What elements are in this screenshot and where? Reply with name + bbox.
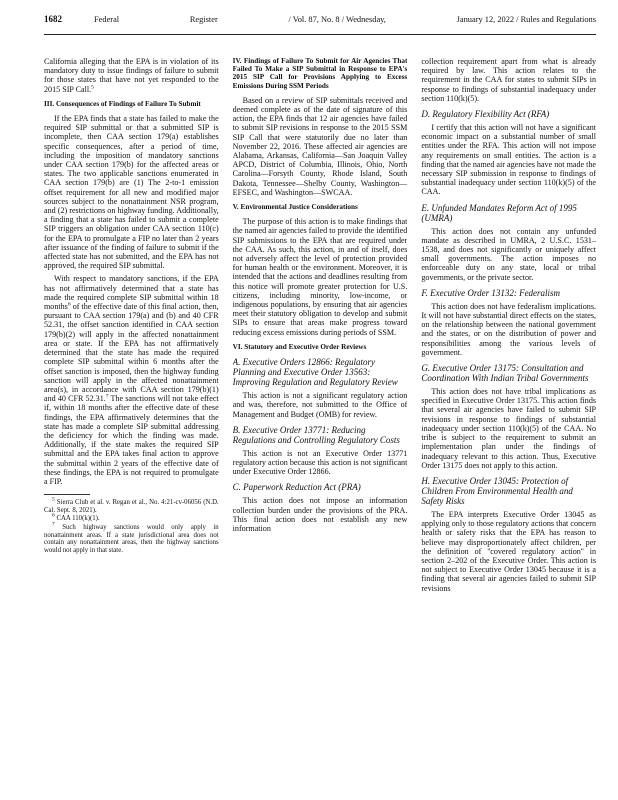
register-name: Register: [189, 15, 218, 24]
section-heading: VI. Statutory and Executive Order Reviews: [232, 342, 367, 351]
footnote: $^5$ Sierra Club et al. v. Regan et al., No. 4:21-cv-06056 (N.D. Cal. Sept. 8, 2021).: [44, 496, 219, 514]
paragraph: California alleging that the EPA is in violation of its mandatory duty to issue findings of failure to submit for those states that have not yet responded to the 2015 SIP Call.$^5$: [44, 57, 219, 94]
paragraph: The EPA interprets Executive Order 13045 as applying only to those regulatory actions that concern health or safety risks that the EPA has reason to believe may disproportionately affect children, per the definition of ''covered regulatory action'' in section 2–202 of the Executive Order. This action is not subject to Executive Order 13045 because it is a finding that several air agencies failed to submit SIP revisions: [421, 509, 597, 593]
publication-name: Federal: [94, 15, 120, 24]
header-rule: [44, 34, 596, 35]
section-heading: III. Consequences of Findings of Failure To Submit: [44, 99, 201, 108]
footnote-ref: 6: [67, 301, 71, 308]
page-number: 1682: [44, 14, 62, 24]
page-header: [44, 14, 596, 28]
paragraph: I certify that this action will not have a significant economic impact on a substantial number of small entities under the RFA. This action will not impose any requirements on small entities. The action is a finding that the named air agencies have not made the necessary SIP submission in response to findings of substantial inadequacy under section 110(k)(5) of the CAA.: [421, 123, 597, 197]
subsection-heading: B. Executive Order 13771: Reducing Regulations and Controlling Regulatory Costs: [232, 424, 400, 445]
publication-line: [62, 15, 596, 24]
footnote: $^6$ CAA 110(k)(1).: [52, 513, 100, 523]
paragraph: This action does not impose an information collection burden under the provisions of the PRA. This final action does not establish any new information: [232, 496, 408, 533]
footnote: $^7$ Such highway sanctions would only apply in nonattainment areas. If a state jurisdictional area does not contain any nonattainment areas, then the highway sanctions would not apply in that state.: [44, 521, 219, 554]
column-3: [421, 57, 596, 795]
subsection-heading: D. Regulatory Flexibility Act (RFA): [421, 109, 550, 120]
section-heading: IV. Findings of Failure To Submit for Air Agencies That Failed To Make a SIP Submittal in Response to EPA's 2015 SIP Call for Provisions Applying to Excess Emissions During SSM Periods: [232, 57, 408, 90]
text-columns: [44, 57, 596, 795]
subsection-heading: G. Executive Order 13175: Consultation and Coordination With Indian Tribal Governments: [421, 363, 589, 384]
subsection-heading: E. Unfunded Mandates Reform Act of 1995 (UMRA): [421, 202, 577, 223]
footnote-ref: 7: [105, 393, 109, 400]
subsection-heading: C. Paperwork Reduction Act (PRA): [232, 482, 361, 493]
section-heading: V. Environmental Justice Considerations: [232, 203, 358, 212]
paragraph: Based on a review of SIP submittals received and deemed complete as of the date of signature of this action, the EPA finds that 12 air agencies have failed to submit SIP revisions in response to the 2015 SSM SIP Call that were statutorily due no later than November 22, 2016. These affected air agencies are Alabama, Arkansas, California—San Joaquin Valley APCD, District of Columbia, Illinois, Ohio, North Carolina—Forsyth County, Rhode Island, South Dakota, Tennessee—Shelby County, Washington—EFSEC, and Washington—SWCAA.: [232, 95, 408, 197]
paragraph: With respect to mandatory sanctions, if the EPA has not affirmatively determined that a state has made the required complete SIP submittal within 18 months$^6$ of the effective date of this final action, then, pursuant to CAA section 179(a) and (b) and 40 CFR 52.31, the offset sanction identified in CAA section 179(b)(2) will apply in the affected nonattainment area or state. If the EPA has not affirmatively determined that the state has made the required complete SIP submittal within 6 months after the offset sanction is imposed, then the highway funding sanction will apply in the affected nonattainment area(s), in accordance with CAA section 179(b)(1) and 40 CFR 52.31.$^7$ The sanctions will not take effect if, within 18 months after the effective date of these findings, the EPA affirmatively determines that the state has made a complete SIP submittal addressing the deficiency for which the finding was made. Additionally, if the state makes the required SIP submittal and the EPA takes final action to approve the submittal within 2 years of the effective date of these findings, the EPA is not required to promulgate a FIP.: [44, 274, 219, 486]
footnote-rule: [44, 494, 90, 495]
subsection-heading: F. Executive Order 13132: Federalism: [421, 287, 561, 298]
paragraph: The purpose of this action is to make findings that the named air agencies failed to provide the identified SIP submissions to the EPA that are required under the CAA. As such, this action, in and of itself, does not adversely affect the level of protection provided for human health or the environment. Moreover, it is intended that the actions and deadlines resulting from this notice will promote greater protection for U.S. citizens, including minority, low-income, or indigenous populations, by ensuring that air agencies meet their statutory obligation to develop and submit SIPs to ensure that areas make progress toward reducing excess emissions during periods of SSM.: [232, 217, 408, 337]
paragraph: This action does not have federalism implications. It will not have substantial direct effects on the states, on the relationship between the national government and the states, or on the distribution of power and responsibilities among the various levels of government.: [421, 301, 597, 357]
subsection-heading: H. Executive Order 13045: Protection of Children From Environmental Health and Safety Risks: [421, 475, 573, 506]
issue-date: January 12, 2022 / Rules and Regulations: [456, 15, 596, 24]
paragraph: collection requirement apart from what is already required by law. This action relates to the requirement in the CAA for states to submit SIPs in response to findings of substantial inadequacy under section 110(k)(5).: [421, 57, 597, 103]
paragraph: If the EPA finds that a state has failed to make the required SIP submittal or that a submitted SIP is incomplete, then CAA section 179(a) establishes specific consequences, after a period of time, including the imposition of mandatory sanctions under CAA section 179(b) for the affected areas or states. The two applicable sanctions enumerated in CAA section 179(b) are (1) The 2-to-1 emission offset requirement for all new and modified major sources subject to the nonattainment NSR program, and (2) restrictions on highway funding. Additionally, a finding that a state has failed to submit a complete SIP triggers an obligation under CAA section 110(c) for the EPA to promulgate a FIP no later than 2 years after issuance of the finding of failure to submit if the affected state has not submitted, and the EPA has not approved, the required SIP submittal.: [44, 114, 219, 271]
column-2: [233, 57, 408, 795]
paragraph: This action is not an Executive Order 13771 regulatory action because this action is not significant under Executive Order 12866.: [232, 448, 408, 477]
footnote-ref: 5: [91, 83, 94, 90]
paragraph: This action is not a significant regulatory action and was, therefore, not submitted to the Office of Management and Budget (OMB) for review.: [232, 391, 408, 419]
subsection-heading: A. Executive Orders 12866: Regulatory Planning and Executive Order 13563: Improving Regulation and Regulatory Review: [232, 357, 398, 388]
paragraph: This action does not have tribal implications as specified in Executive Order 13175. This action finds that several air agencies have failed to submit SIP revisions in response to findings of substantial inadequacy under section 110(k)(5) of the CAA. No tribe is subject to the requirement to submit an implementation plan under the findings of inadequacy relevant to this action. Thus, Executive Order 13175 does not apply to this action.: [421, 387, 597, 470]
paragraph: This action does not contain any unfunded mandate as described in UMRA, 2 U.S.C. 1531–1538, and does not significantly or uniquely affect small governments. The action imposes no enforceable duty on any state, local or tribal governments, or the private sector.: [421, 226, 597, 282]
column-1: [44, 57, 219, 795]
volume-info: / Vol. 87, No. 8 / Wednesday,: [288, 15, 386, 24]
